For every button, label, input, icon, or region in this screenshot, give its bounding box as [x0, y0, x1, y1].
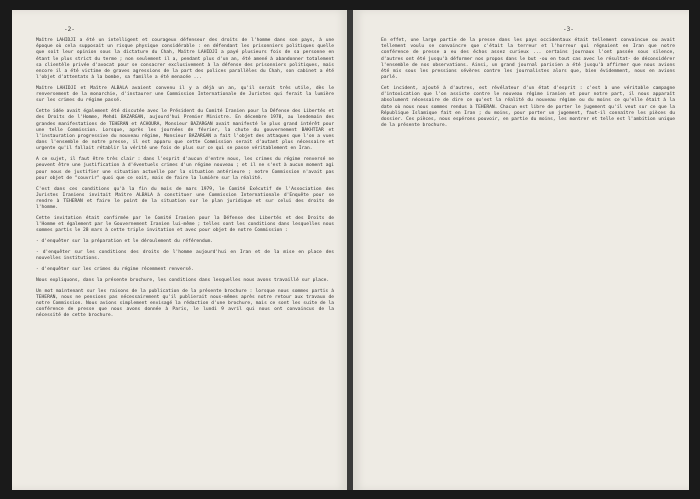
paragraph: Un mot maintenant sur les raisons de la publication de la présente brochure : lorsque nous sommes partis à TEHERAN, nous ne pensions pas nécessairement qu'il publierait nous-mêmes après notre retour aux travaux de notre Commission. Nous avions simplement envisagé la rédaction d'une brochure, mais ce sont les suite de la conférence de presse que nous avons donnée à Paris, le lundi 9 avril qui nous ont convaincus de la nécessité de cette brochure. — [36, 288, 334, 319]
page-number: -3- — [563, 26, 574, 33]
paragraph: C'est dans ces conditions qu'à la fin du mois de mars 1979, le Comité Exécutif de l'Association des Juristes Iraniens invitait Maître ALBALA à constituer une Commission Internationale d'Enquête pour se rendre à TEHERAN et faire le point de la situation sur le plan juridique et sur celui des droits de l'homme. — [36, 186, 334, 211]
paragraph: Nous expliquons, dans la présente brochure, les conditions dans lesquelles nous avons travaillé sur place. — [36, 277, 330, 283]
paragraph: En effet, une large partie de la presse dans les pays occidentaux était tellement convaincue ou avait tellement voulu se convaincre que c'était la terreur et l'horreur qui régnaient en Iran que notre conférence de presse a eu des échos assez curieux ... certains journaux l'ont passée sous silence, d'autres ont été jusqu'à déformer nos propos dans le but -ou en tout cas avec le résultat- de déconsidérer l'ensemble de nos observations. Ainsi, un grand journal parisien a été jusqu'à affirmer que nous avions été mis sous les pressions sévères contre les journalistes alors que, bien évidemment, nous en avions parlé. — [381, 38, 675, 81]
right-page — [353, 10, 689, 490]
list-item: - d'enquêter sur les crimes du régime récemment renversé. — [36, 267, 194, 273]
list-item: - d'enquêter sur les conditions des droits de l'homme aujourd'hui en Iran et de la mise en place des nouvelles institutions. — [36, 250, 334, 262]
paragraph: Cette idée avait également été discutée avec le Président du Comité Iranien pour la Défense des Libertés et des Droits de l'Homme, Mehdi BAZARGAN, aujourd'hui Premier Ministre. En décembre 1978, au lendemain des grandes manifestations de TEHERAN et ACHOURA, Monsieur BAZARGAN avait manifesté le plus grand intérêt pour une telle Commission. Lorsque, après les journées de février, la chute du gouvernement BAKHTIAR et l'instauration progressive du nouveau régime, Monsieur BAZARGAN a fait l'objet des attaques que l'on a vues dans l'ensemble de notre presse, il est apparu que cette Commission serait d'autant plus nécessaire et urgente qu'il fallait rétablir la vérité une fois de plus sur ce qui se passe véritablement en Iran. — [36, 109, 334, 152]
paragraph: A ce sujet, il faut être très clair : dans l'esprit d'aucun d'entre nous, les crimes du régime renversé ne peuvent être une justification à d'éventuels crimes d'un régime nouveau ; et il ne s'est à aucun moment agi pour nous de justifier une situation actuelle par la situation antérieure ; notre Commission n'avait pas pour objet de "couvrir" quoi que ce soit, mais de faire la lumière sur la réalité. — [36, 157, 334, 181]
page-number: -2- — [64, 26, 75, 33]
paragraph: Maître LAHIDJI a été un intelligent et courageux défenseur des droits de l'homme dans son pays, à une époque où cela supposait un risque physique considérable : en défendant les prisonniers politiques quelle que soit leur opinion sous la dictature du Chah, Maître LAHIDJI a payé plusieurs fois de sa personne en étant le plus strict du terme ; non seulement il a, pendant plus d'un an, été amené à abandonner totalement sa clientèle privée d'avocat pour se consacrer exclusivement à la défense des prisonniers politiques, mais encore il a été victime de graves agressions de la part des polices parallèles du Chah, son cabinet a été l'objet d'attentats à la bombe, sa famille a été menacée ... — [36, 38, 334, 81]
paragraph: Cet incident, ajouté à d'autres, est révélateur d'un état d'esprit : c'est à une véritable campagne d'intoxication que l'on assiste contre le nouveau régime iranien et pour notre part, il nous apparaît absolument nécessaire de dire ce qu'est la réalité du nouveau régime ou du moins ce qu'elle était à la date où nous nous sommes rendus à TEHERAN. Chacun est libre de porter le jugement qu'il veut sur ce que la République Islamique fait en Iran ; du moins, pour porter un jugement, faut-il connaître les pièces du dossier. Ces pièces, nous espérons pouvoir, en partie du moins, les montrer et telle est l'ambition unique de la présente brochure. — [381, 86, 675, 129]
paragraph: Maître LAHIDJI et Maître ALBALA avaient convenu il y a déjà un an, qu'il serait très utile, dès le renversement de la monarchie, d'instaurer une Commission Internationale de Juristes qui ferait la lumière sur les crimes du régime passé. — [36, 86, 334, 104]
list-item: - d'enquêter sur la préparation et le déroulement du référendum. — [36, 239, 214, 245]
left-page — [12, 10, 348, 490]
paragraph: Cette invitation était confirmée par le Comité Iranien pour la Défense des Libertés et des Droits de l'Homme et également par le Gouvernement Iranien lui-même ; telles sont les conditions dans lesquelles nous sommes partis le 28 mars à cette triple invitation et avec pour objet de notre Commission : — [36, 216, 334, 234]
